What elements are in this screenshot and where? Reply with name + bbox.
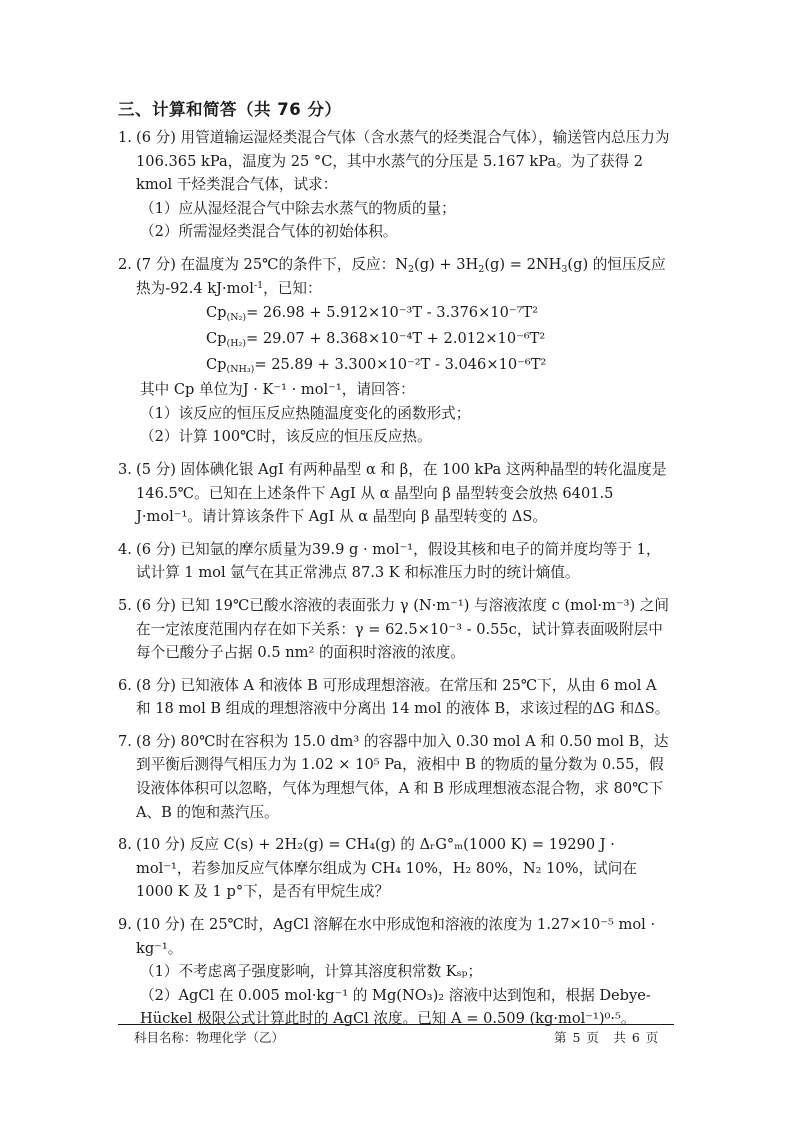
question-number: 2. (118, 255, 132, 273)
sub-question-2: （2）计算 100℃时，该反应的恒压反应热。 (140, 428, 432, 446)
question-number: 1. (118, 129, 132, 146)
sub-question-2: （2）AgCl 在 0.005 mol·kg⁻¹ 的 Mg(NO₃)₂ 溶液中达到饱和，根据 Debye-Hückel 极限公式计算此时的 AgCl 浓度。已知 A = 0.509 (kg·mol⁻¹)⁰·⁵。 (140, 986, 651, 1028)
question-text: (6 分) 用管道输运湿烃类混合气体（含水蒸气的烃类混合气体），输送管内总压力为 106.365 kPa，温度为 25 °C，其中水蒸气的分压是 5.167 kPa。为了获得 2 kmol 干烃类混合气体，试求： (136, 129, 670, 194)
question-list (118, 126, 674, 1040)
question-6 (118, 674, 674, 721)
question-4 (118, 538, 674, 585)
question-text: (8 分) 已知液体 A 和液体 B 可形成理想溶液。在常压和 25℃下，从由 6 mol A 和 18 mol B 组成的理想溶液中分离出 14 mol 的液体 B，求该过程的ΔG 和ΔS。 (136, 676, 670, 718)
question-number: 3. (118, 460, 132, 478)
sub-question-1: （1）不考虑离子强度影响，计算其溶度积常数 Kₛₚ； (140, 963, 483, 981)
question-3 (118, 458, 674, 529)
question-number: 6. (118, 676, 132, 694)
formula-cp-nh3: $Cp_{(NH_3)}= 25.89 + 3.300\times 10^{-2}T - 3.046\times 10^{-6}T^2$ (206, 356, 547, 376)
sub-question-2: （2）所需湿烃类混合气体的初始体积。 (140, 223, 398, 241)
unit-note: 其中 Cp 单位为J · K⁻¹ · mol⁻¹，请回答： (140, 381, 415, 399)
question-2 (118, 253, 674, 449)
question-1 (118, 126, 674, 244)
question-number: 9. (118, 916, 132, 934)
question-text: (5 分) 固体碘化银 AgI 有两种晶型 α 和 β，在 100 kPa 这两种晶型的转化温度是 146.5℃。已知在上述条件下 AgI 从 α 晶型向 β 晶型转变会放热 6401.5 J·mol⁻¹。请计算该条件下 AgI 从 α 晶型向 β 晶型转变的 ΔS。 (136, 460, 667, 526)
question-8 (118, 833, 674, 904)
question-text: (6 分) 已知 19℃已酸水溶液的表面张力 γ (N·m⁻¹) 与溶液浓度 c (mol·m⁻³) 之间在一定浓度范围内存在如下关系：γ = 62.5×10⁻³ - 0.55c，试计算表面吸附层中每个已酸分子占据 0.5 nm² 的面积时溶液的浓度。 (136, 596, 669, 662)
formula-cp-h2: $Cp_{(H_2)}= 29.07 + 8.368\times 10^{-4}T + 2.012\times 10^{-6}T^2$ (206, 330, 546, 350)
question-number: 8. (118, 836, 132, 854)
footer-subject: 科目名称：物理化学（乙） (134, 1030, 285, 1045)
footer-divider (118, 1024, 674, 1025)
question-number: 4. (118, 540, 132, 558)
question-text: (8 分) 80℃时在容积为 15.0 dm³ 的容器中加入 0.30 mol A 和 0.50 mol B，达到平衡后测得气相压力为 1.02 × 10⁵ Pa，液相中 B 的物质的量分数为 0.55，假设液体体积可以忽略，气体为理想气体，A 和 B 形成理想液态混合物，求 80℃下 A、B 的饱和蒸汽压。 (136, 732, 669, 821)
question-number: 7. (118, 732, 132, 750)
question-text: (7 分) 在温度为 25℃的条件下，反应：$N_2(g) + 3H_2(g) = 2NH_3(g)$ 的恒压反应热为-92.4 kJ·mol$^{-1}$，已知： (136, 255, 666, 297)
sub-question-1: （1）应从湿烃混合气中除去水蒸气的物质的量； (140, 199, 456, 217)
question-9 (118, 913, 674, 1031)
question-text: (6 分) 已知氩的摩尔质量为39.9 g · mol⁻¹，假设其核和电子的简并度均等于 1，试计算 1 mol 氩气在其正常沸点 87.3 K 和标准压力时的统计熵值。 (136, 540, 661, 582)
footer-page-number: 第 5 页 共 6 页 (554, 1030, 660, 1045)
sub-question-1: （1）该反应的恒压反应热随温度变化的函数形式； (140, 404, 471, 422)
section-title: 三、计算和简答（共 76 分） (118, 100, 342, 119)
question-7 (118, 730, 674, 824)
question-text: (10 分) 在 25℃时，AgCl 溶解在水中形成饱和溶液的浓度为 1.27×10⁻⁵ mol · kg⁻¹。 (136, 916, 656, 957)
formula-cp-n2: $Cp_{(N_2)}= 26.98 + 5.912\times 10^{-3}T - 3.376\times 10^{-7}T^2$ (206, 304, 539, 324)
question-number: 5. (118, 596, 132, 614)
question-text: (10 分) 反应 C(s) + 2H₂(g) = CH₄(g) 的 ΔᵣG°ₘ(1000 K) = 19290 J · mol⁻¹，若参加反应气体摩尔组成为 CH₄ 10%，H₂ 80%，N₂ 10%，试问在 1000 K 及 1 p°下，是否有甲烷生成？ (136, 836, 637, 901)
question-5 (118, 594, 674, 665)
